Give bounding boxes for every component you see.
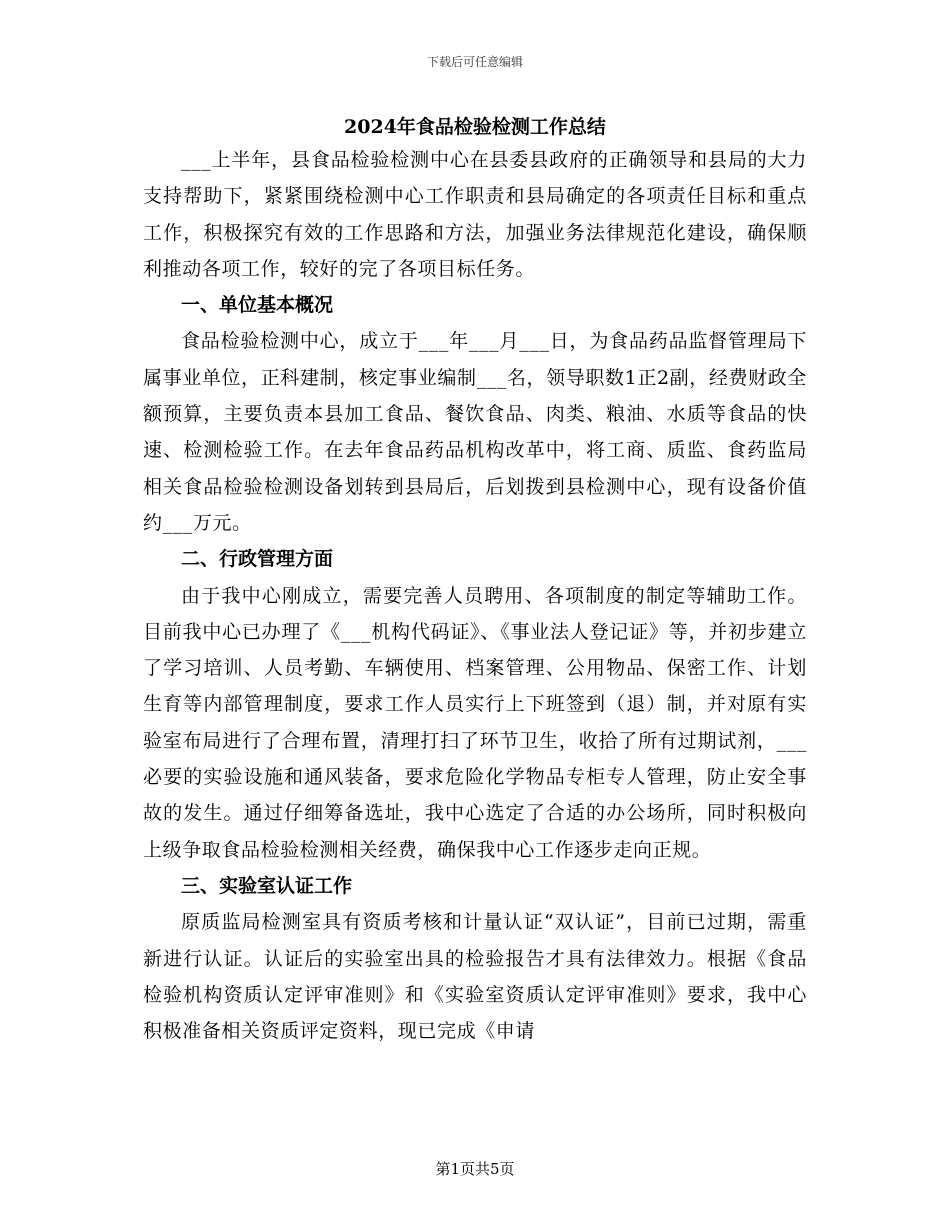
section-heading-2: 二、行政管理方面 — [181, 548, 334, 571]
page-header: 下载后可任意编辑 — [426, 55, 523, 69]
section-paragraph-3: 原质监局检测室具有资质考核和计量认证“双认证”，目前已过期，需重新进行认证。认证后的实验室出具的检验报告才具有法律效力。根据《食品检验机构资质认定评审准则》和《实验室资质认定评审准则》要求，我中心积极准备相关资质评定资料，现已完成《申请 — [143, 911, 807, 1043]
intro-paragraph: ___上半年，县食品检验检测中心在县委县政府的正确领导和县局的大力支持帮助下，紧紧围绕检测中心工作职责和县局确定的各项责任目标和重点工作，积极探究有效的工作思路和方法，加强业务法律规范化建设，确保顺利推动各项工作，较好的完了各项目标任务。 — [143, 149, 807, 280]
section-paragraph-1: 食品检验检测中心，成立于___年___月___日，为食品药品监督管理局下属事业单位，正科建制，核定事业编制___名，领导职数1正2副，经费财政全额预算，主要负责本县加工食品、餐饮食品、肉类、粮油、水质等食品的快速、检测检验工作。在去年食品药品机构改革中，将工商、质监、食药监局相关食品检验检测设备划转到县局后，后划拨到县检测中心，现有设备价值约___万元。 — [143, 330, 807, 534]
section-heading-1: 一、单位基本概况 — [181, 294, 334, 317]
section-heading-3: 三、实验室认证工作 — [181, 874, 353, 897]
document-title: 2024年食品检验检测工作总结 — [344, 116, 606, 138]
section-paragraph-2: 由于我中心刚成立，需要完善人员聘用、各项制度的制定等辅助工作。目前我中心已办理了《___机构代码证》、《事业法人登记证》等，并初步建立了学习培训、人员考勤、车辆使用、档案管理、公用物品、保密工作、计划生育等内部管理制度，要求工作人员实行上下班签到（退）制，并对原有实验室布局进行了合理布置，清理打扫了环节卫生，收拾了所有过期试剂，___必要的实验设施和通风装备，要求危险化学物品专柜专人管理，防止安全事故的发生。通过仔细筹备选址，我中心选定了合适的办公场所，同时积极向上级争取食品检验检测相关经费，确保我中心工作逐步走向正规。 — [143, 584, 807, 861]
document-body — [143, 112, 807, 1049]
page-footer: 第1页共5页 — [435, 1160, 515, 1178]
